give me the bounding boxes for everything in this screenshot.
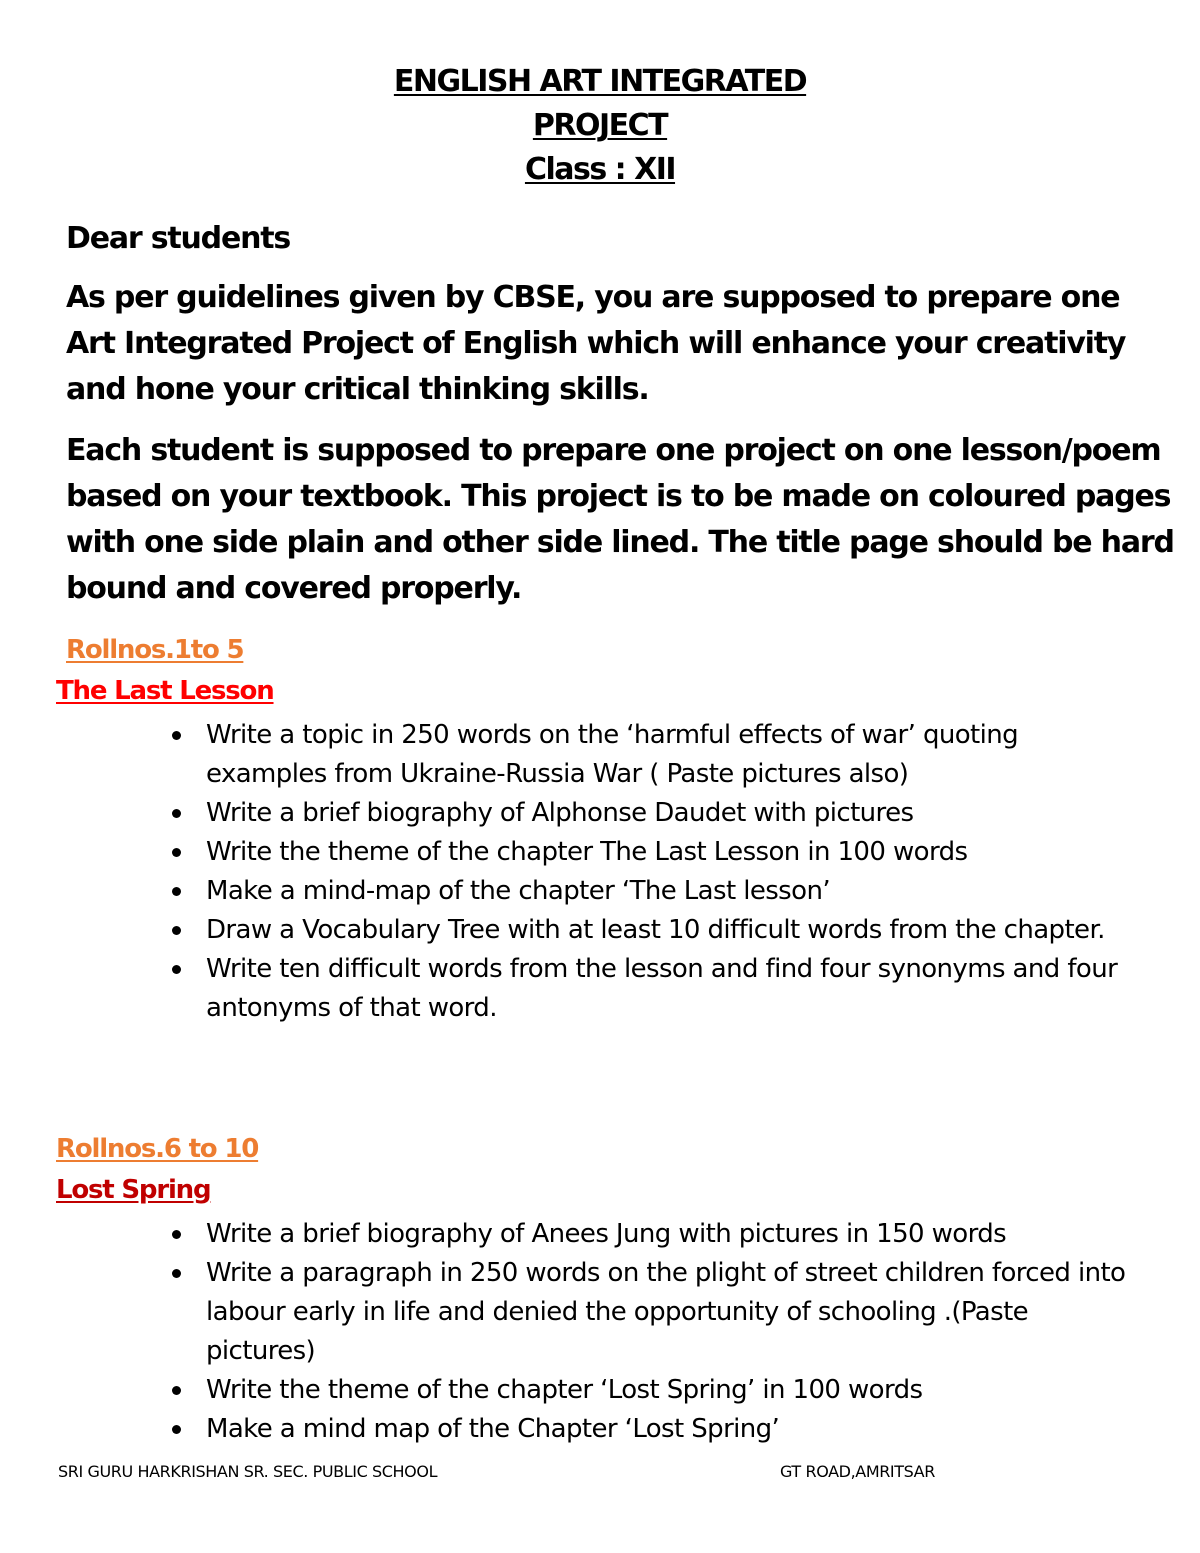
list-item: [170, 1215, 1130, 1254]
bullet-icon: [172, 1269, 181, 1278]
task-list-the-last-lesson: [170, 716, 1130, 1028]
bullet-icon: [172, 965, 181, 974]
task-text: Make a mind-map of the chapter ‘The Last lesson’: [206, 876, 830, 906]
bullet-icon: [172, 1425, 181, 1434]
task-text: Write a paragraph in 250 words on the plight of street children forced into labour early in life and denied the opportunity of schooling .(Paste pictures): [206, 1258, 1126, 1366]
intro-paragraph-guidelines: As per guidelines given by CBSE, you are supposed to prepare one Art Integrated Project of English which will enhance your creativity and hone your critical thinking skills.: [66, 280, 1126, 407]
lesson-heading-lost-spring: Lost Spring: [56, 1175, 211, 1205]
task-text: Make a mind map of the Chapter ‘Lost Spring’: [206, 1414, 780, 1444]
task-text: Draw a Vocabulary Tree with at least 10 difficult words from the chapter.: [206, 915, 1105, 945]
project-title-line-2: PROJECT: [532, 108, 668, 143]
bullet-icon: [172, 731, 181, 740]
intro-paragraph-instructions: Each student is supposed to prepare one project on one lesson/poem based on your textbook. This project is to be made on coloured pages with one side plain and other side lined. The title page should be hard bound and covered properly.: [66, 433, 1174, 606]
bullet-icon: [172, 809, 181, 818]
task-text: Write ten difficult words from the lesson and find four synonyms and four antonyms of that word.: [206, 954, 1118, 1023]
task-text: Write the theme of the chapter The Last Lesson in 100 words: [206, 837, 968, 867]
list-item: [170, 911, 1130, 950]
bullet-icon: [172, 848, 181, 857]
bullet-icon: [172, 926, 181, 935]
list-item: [170, 1410, 1130, 1449]
bullet-icon: [172, 1230, 181, 1239]
list-item: [170, 1254, 1130, 1371]
task-text: Write a brief biography of Alphonse Daudet with pictures: [206, 798, 914, 828]
bullet-icon: [172, 887, 181, 896]
roll-heading-6-to-10: Rollnos.6 to 10: [56, 1134, 259, 1164]
task-text: Write a topic in 250 words on the ‘harmful effects of war’ quoting examples from Ukraine-Russia War ( Paste pictures also): [206, 720, 1019, 789]
task-text: Write a brief biography of Anees Jung with pictures in 150 words: [206, 1219, 1007, 1249]
project-title-line-1: ENGLISH ART INTEGRATED: [393, 64, 807, 99]
footer-address: GT ROAD,AMRITSAR: [780, 1462, 935, 1481]
list-item: [170, 794, 1130, 833]
bullet-icon: [172, 1386, 181, 1395]
list-item: [170, 1371, 1130, 1410]
list-item: [170, 950, 1130, 1028]
task-list-lost-spring: [170, 1215, 1130, 1449]
greeting: Dear students: [66, 221, 291, 256]
roll-heading-1-to-5: Rollnos.1to 5: [66, 635, 244, 665]
list-item: [170, 872, 1130, 911]
class-title: Class : XII: [524, 152, 676, 187]
task-text: Write the theme of the chapter ‘Lost Spring’ in 100 words: [206, 1375, 923, 1405]
list-item: [170, 716, 1130, 794]
list-item: [170, 833, 1130, 872]
lesson-heading-the-last-lesson: The Last Lesson: [56, 676, 274, 706]
footer-school-name: SRI GURU HARKRISHAN SR. SEC. PUBLIC SCHOOL: [58, 1462, 438, 1481]
